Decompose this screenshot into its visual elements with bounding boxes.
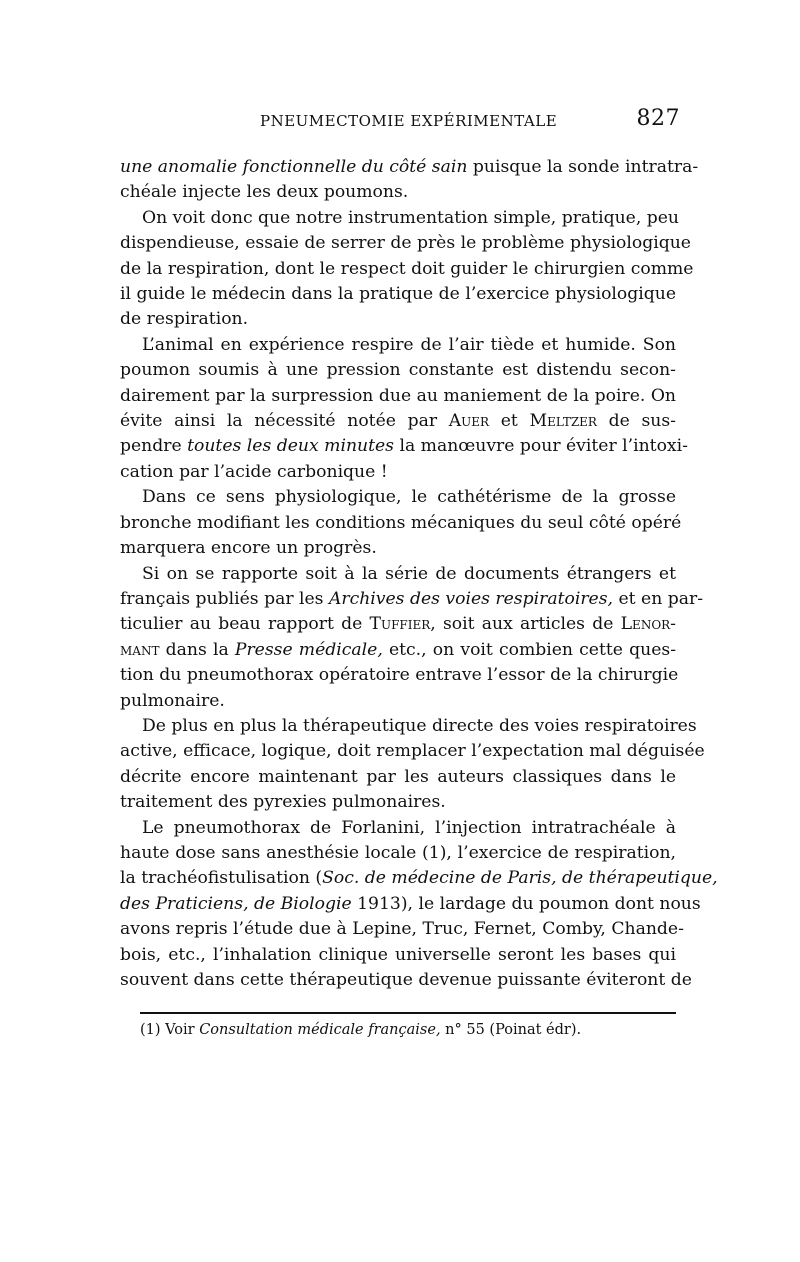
text-line: traitement des pyrexies pulmonaires. <box>120 792 446 813</box>
text-line: poumon soumis à une pression constante est distendu secon- <box>120 360 676 381</box>
text-line: active, efficace, logique, doit remplacer l’expectation mal déguisée <box>120 741 705 762</box>
text-line: haute dose sans anesthésie locale (1), l’exercice de respiration, <box>120 842 676 863</box>
text-line: pulmonaire. <box>120 690 225 711</box>
text-line: bronche modifiant les conditions mécaniques du seul côté opéré <box>120 512 682 533</box>
text-line: pendre toutes les deux minutes la manœuvre pour éviter l’intoxi- <box>120 436 688 457</box>
footnote-title: Consultation médicale française, <box>199 1022 441 1038</box>
text-line: des Praticiens, de Biologie 1913), le lardage du poumon dont nous <box>120 893 701 914</box>
text-line: De plus en plus la thérapeutique directe des voies respiratoires <box>142 715 697 736</box>
running-title: PNEUMECTOMIE EXPÉRIMENTALE <box>260 112 558 130</box>
text-line: français publiés par les Archives des voies respiratoires, et en par- <box>120 588 703 609</box>
text-line: tion du pneumothorax opératoire entrave l’essor de la chirurgie <box>120 665 679 686</box>
text-line: Dans ce sens physiologique, le cathétérisme de la grosse <box>142 487 676 508</box>
text-line: souvent dans cette thérapeutique devenue puissante éviteront de <box>120 970 692 990</box>
footnote-divider <box>140 1012 676 1014</box>
text-line: chéale injecte les deux poumons. <box>120 182 409 203</box>
text-line: il guide le médecin dans la pratique de l’exercice physiologique <box>120 284 676 305</box>
text-line: cation par l’acide carbonique ! <box>120 461 388 482</box>
text-line: dispendieuse, essaie de serrer de près le problème physiologique <box>120 233 691 254</box>
footnote <box>140 1022 676 1038</box>
text-line: mant dans la Presse médicale, etc., on voit combien cette ques- <box>120 639 677 660</box>
body-text <box>120 155 718 993</box>
text-line: L’animal en expérience respire de l’air tiède et humide. Son <box>142 334 676 355</box>
text-line: de respiration. <box>120 309 249 330</box>
footnote-rest: n° 55 (Poinat édr). <box>440 1022 582 1038</box>
text-line: Si on se rapporte soit à la série de documents étrangers et <box>142 563 676 584</box>
page-number: 827 <box>636 106 680 131</box>
text-line: Le pneumothorax de Forlanini, l’injection intratrachéale à <box>142 817 676 838</box>
text-line: marquera encore un progrès. <box>120 538 377 559</box>
text-line: bois, etc., l’inhalation clinique universelle seront les bases qui <box>120 944 676 965</box>
text-line: décrite encore maintenant par les auteurs classiques dans le <box>120 766 676 787</box>
text-line: une anomalie fonctionnelle du côté sain puisque la sonde intratra- <box>120 157 699 177</box>
text-line: On voit donc que notre instrumentation simple, pratique, peu <box>142 207 679 228</box>
text-line: dairement par la surpression due au maniement de la poire. On <box>120 385 676 406</box>
text-line: la trachéofistulisation (Soc. de médecine de Paris, de thérapeutique, <box>120 868 718 889</box>
text-line: avons repris l’étude due à Lepine, Truc, Fernet, Comby, Chande- <box>120 919 684 940</box>
footnote-marker: (1) Voir <box>140 1022 200 1038</box>
text-line: ticulier au beau rapport de Tuffier, soit aux articles de Lenor- <box>120 614 676 635</box>
text-line: de la respiration, dont le respect doit guider le chirurgien comme <box>120 258 694 279</box>
text-line: évite ainsi la nécessité notée par Auer et Meltzer de sus- <box>120 411 676 432</box>
